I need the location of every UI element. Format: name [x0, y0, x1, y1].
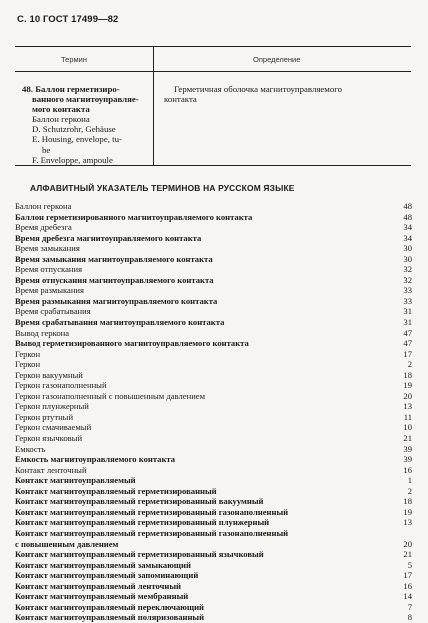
index-entry — [15, 401, 412, 412]
index-term: Баллон герметизированного магнитоуправляемого контакта — [15, 211, 253, 222]
index-term: Контакт ленточный — [15, 464, 87, 475]
index-number: 34 — [403, 222, 412, 233]
index-term: Время размыкания — [15, 285, 84, 296]
index-entry — [15, 475, 412, 486]
index-number: 33 — [403, 295, 412, 306]
index-number: 7 — [407, 601, 412, 612]
index-number: 33 — [403, 285, 412, 296]
index-term: Контакт магнитоуправляемый герметизированный — [15, 485, 217, 496]
index-entry — [15, 317, 412, 328]
index-term: Емкость — [15, 443, 46, 454]
index-entry — [15, 422, 412, 433]
index-number: 47 — [403, 327, 412, 338]
index-entry — [15, 306, 412, 317]
index-entry — [15, 528, 412, 539]
table-header-row — [15, 47, 411, 72]
index-entry — [15, 412, 412, 423]
term-line: D. Schutzrohr, Gehäuse — [32, 124, 116, 135]
index-number: 21 — [403, 433, 412, 444]
index-entry — [15, 243, 412, 254]
index-number: 5 — [407, 559, 412, 570]
index-term: Контакт магнитоуправляемый герметизированный вакуумный — [15, 496, 264, 507]
index-number: 18 — [403, 496, 412, 507]
index-term: Геркон смачиваемый — [15, 422, 92, 433]
column-header-term: Термин — [61, 55, 87, 64]
index-number: 32 — [403, 274, 412, 285]
index-number: 48 — [403, 211, 412, 222]
index-term: Время срабатывания — [15, 306, 91, 317]
index-term: Время отпускания магнитоуправляемого контакта — [15, 274, 214, 285]
index-number: 2 — [407, 359, 412, 370]
index-number: 17 — [403, 570, 412, 581]
index-term: Контакт магнитоуправляемый замыкающий — [15, 559, 191, 570]
index-term: Геркон — [15, 348, 41, 359]
index-term: Геркон язычковый — [15, 433, 83, 444]
index-term: Контакт магнитоуправляемый — [15, 475, 136, 486]
index-entry — [15, 380, 412, 391]
index-term: Вывод геркона — [15, 327, 70, 338]
index-term: с повышенным давлением — [15, 538, 119, 549]
index-entry — [15, 222, 412, 233]
index-number: 47 — [403, 338, 412, 349]
index-entry — [15, 549, 412, 560]
column-header-definition: Определение — [253, 55, 301, 64]
definition-cell — [164, 84, 404, 104]
index-term: Контакт магнитоуправляемый мембранный — [15, 591, 189, 602]
index-term: Вывод герметизированного магнитоуправляемого контакта — [15, 338, 249, 349]
term-line: E. Housing, envelope, tu- — [32, 134, 122, 145]
index-entry — [15, 264, 412, 275]
index-number: 13 — [403, 517, 412, 528]
index-number: 19 — [403, 380, 412, 391]
index-number: 14 — [403, 591, 412, 602]
index-number: 16 — [403, 580, 412, 591]
index-number: 30 — [403, 243, 412, 254]
term-line: 48. Баллон герметизиро- — [22, 84, 120, 94]
index-term: Время отпускания — [15, 264, 83, 275]
index-entry — [15, 496, 412, 507]
index-number: 10 — [403, 422, 412, 433]
index-term: Геркон плунжерный — [15, 401, 89, 412]
index-number: 19 — [403, 506, 412, 517]
index-number: 31 — [403, 317, 412, 328]
term-definition-table — [15, 46, 411, 166]
index-term: Контакт магнитоуправляемый ленточный — [15, 580, 181, 591]
definition-line: контакта — [164, 94, 197, 105]
index-entry — [15, 254, 412, 265]
page-header: С. 10 ГОСТ 17499—82 — [17, 14, 119, 25]
index-entry — [15, 349, 412, 360]
index-entry — [15, 612, 412, 623]
index-term: Геркон газонаполненный — [15, 380, 107, 391]
index-number: 20 — [403, 390, 412, 401]
index-term: Время замыкания магнитоуправляемого контакта — [15, 253, 213, 264]
index-entry — [15, 275, 412, 286]
index-number: 17 — [403, 348, 412, 359]
index-number: 18 — [403, 369, 412, 380]
index-entry — [15, 338, 412, 349]
index-number: 16 — [403, 464, 412, 475]
index-number: 34 — [403, 232, 412, 243]
term-line: мого контакта — [32, 104, 90, 115]
index-entry — [15, 591, 412, 602]
index-term: Контакт магнитоуправляемый герметизированный газонаполненный — [15, 527, 289, 538]
index-term: Время замыкания — [15, 243, 80, 254]
index-entry — [15, 391, 412, 402]
index-entry — [15, 201, 412, 212]
index-entry — [15, 486, 412, 497]
index-entry — [15, 296, 412, 307]
term-line: be — [42, 144, 51, 155]
index-number: 20 — [403, 538, 412, 549]
index-term: Контакт магнитоуправляемый поляризованный — [15, 612, 205, 623]
index-entry — [15, 507, 412, 518]
index-entry — [15, 602, 412, 613]
index-number: 2 — [407, 485, 412, 496]
index-entry — [15, 212, 412, 223]
index-entry — [15, 359, 412, 370]
definition-line: Герметичная оболочка магнитоуправляемого — [174, 84, 343, 94]
index-term: Время размыкания магнитоуправляемого контакта — [15, 295, 218, 306]
index-term: Емкость магнитоуправляемого контакта — [15, 454, 176, 465]
index-entry — [15, 454, 412, 465]
index-entry — [15, 370, 412, 381]
index-term: Баллон геркона — [15, 201, 72, 211]
index-term: Геркон газонаполненный с повышенным давлением — [15, 390, 206, 401]
index-term: Время дребезга магнитоуправляемого контакта — [15, 232, 202, 243]
term-line: ванного магнитоуправляе- — [32, 94, 139, 105]
column-divider — [153, 47, 154, 165]
index-entry — [15, 285, 412, 296]
term-cell — [22, 84, 150, 165]
index-term: Контакт магнитоуправляемый герметизированный газонаполненный — [15, 506, 289, 517]
index-number: 11 — [403, 411, 412, 422]
index-number: 39 — [403, 454, 412, 465]
index-term: Контакт магнитоуправляемый герметизированный плунжерный — [15, 517, 270, 528]
index-entry — [15, 433, 412, 444]
index-term: Контакт магнитоуправляемый герметизированный язычковый — [15, 549, 264, 560]
index-number: 48 — [403, 201, 412, 211]
term-line: Баллон геркона — [32, 114, 90, 125]
index-number: 13 — [403, 401, 412, 412]
index-term: Время дребезга — [15, 222, 72, 233]
index-number: 21 — [403, 549, 412, 560]
index-term: Контакт магнитоуправляемый запоминающий — [15, 570, 199, 581]
index-entry — [15, 560, 412, 571]
index-term: Геркон ртутный — [15, 411, 74, 422]
index-entry — [15, 517, 412, 528]
index-number: 39 — [403, 443, 412, 454]
index-entry — [15, 233, 412, 244]
index-term: Геркон — [15, 359, 41, 370]
index-entry — [15, 570, 412, 581]
index-number: 32 — [403, 264, 412, 275]
index-number: 30 — [403, 253, 412, 264]
index-entry — [15, 465, 412, 476]
index-number: 1 — [407, 475, 412, 486]
index-term: Геркон вакуумный — [15, 369, 83, 380]
index-entry — [15, 328, 412, 339]
index-entry — [15, 444, 412, 455]
index-term: Время срабатывания магнитоуправляемого контакта — [15, 317, 225, 328]
index-entry — [15, 581, 412, 592]
index-entry — [15, 539, 412, 550]
index-list — [15, 201, 412, 623]
index-number: 8 — [407, 612, 412, 623]
index-title: АЛФАВИТНЫЙ УКАЗАТЕЛЬ ТЕРМИНОВ НА РУССКОМ ЯЗЫКЕ — [30, 183, 295, 193]
term-line: F. Enveloppe, ampoule — [32, 154, 113, 165]
index-number: 31 — [403, 306, 412, 317]
index-term: Контакт магнитоуправляемый переключающий — [15, 601, 205, 612]
